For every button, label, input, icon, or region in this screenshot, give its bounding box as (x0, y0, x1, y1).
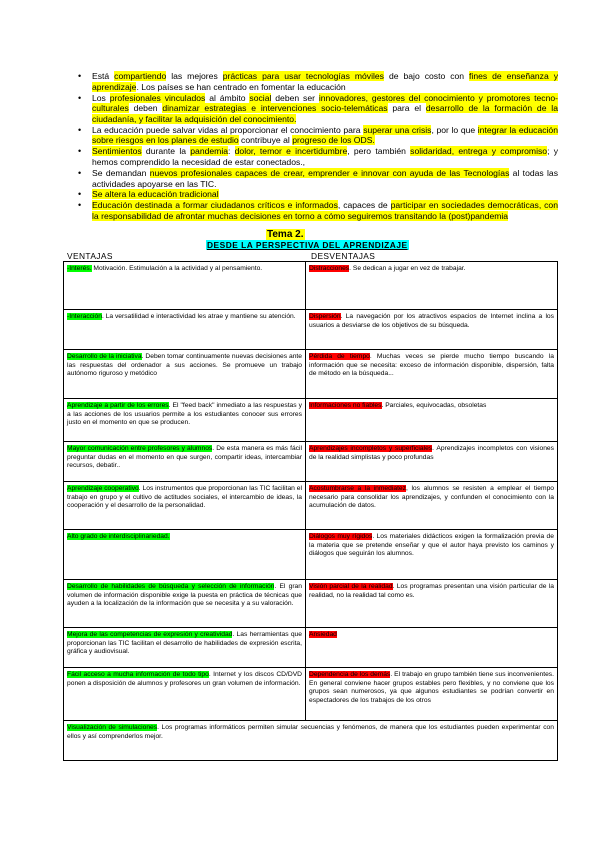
highlighted-text: Pérdida de tiempo (309, 353, 370, 360)
body-text: . Aprendizajes incompletos con visiones de la realidad simplistas y poco profundas (309, 445, 554, 461)
disadvantage-cell (306, 350, 558, 399)
highlighted-text: progreso de los ODS. (292, 135, 375, 146)
section-title: Tema 2. (267, 229, 304, 240)
highlighted-text: Mayor comunicación entre profesores y alumnos (67, 445, 213, 452)
body-text: . La navegación por los atractivos espacios de Internet inclina a los usuarios a desviarse de los objetivos de su búsqueda. (309, 313, 554, 329)
highlighted-text: Sentimientos (92, 146, 142, 157)
highlighted-text: Desarrollo de la iniciativa (67, 353, 142, 360)
disadvantage-cell (306, 310, 558, 350)
advantage-cell (64, 482, 306, 530)
body-text: para el (387, 103, 426, 114)
body-text: . Los materiales didácticos exigen la formalización previa de la materia que se pretende enseñar y que el autor haya previsto los caminos y diálogos que seguirán los alumnos. (309, 533, 554, 557)
body-text: Está (92, 71, 115, 81)
advantages-header: VENTAJAS (67, 251, 113, 261)
bullet-dot-icon: • (78, 124, 82, 135)
highlighted-text: Aprendizajes incompletos y superficiales (309, 445, 433, 452)
body-text: . Internet y los discos CD/DVD ponen a disposición de alumnos y profesores un gran volumen de información. (67, 671, 302, 687)
highlighted-text: Alto grado de interdisciplinariedad. (67, 533, 170, 540)
highlighted-text: Fácil acceso a mucha información de todo tipo (67, 671, 209, 678)
body-text: , por lo que (431, 124, 478, 135)
advantage-cell (64, 580, 306, 628)
body-text: . La versatilidad e interactividad les atrae y mantiene su atención. (101, 313, 296, 320)
body-text: . Los países se han centrado en fomentar la educación (136, 81, 346, 92)
table-row (64, 310, 558, 350)
highlighted-text: Mejora de las competencias de expresión y creatividad (67, 631, 233, 638)
table-row (64, 721, 558, 761)
body-text: de bajo costo con (383, 71, 470, 81)
bullet-dot-icon: • (78, 189, 82, 200)
disadvantage-cell (306, 482, 558, 530)
bullet-item (78, 189, 558, 200)
highlighted-text: superar una crisis (363, 124, 432, 135)
highlighted-text: -Interés. (67, 265, 92, 272)
highlighted-text: nuevos profesionales capaces de crear, emprender e innovar con ayuda de las Tecnologías (149, 167, 510, 178)
advantages-disadvantages-table (63, 261, 558, 761)
table-row (64, 628, 558, 668)
disadvantage-cell (306, 262, 558, 310)
highlighted-text: innovadores, gestores del conocimiento y promotores tecno-culturales (92, 92, 558, 114)
bullet-item (78, 167, 558, 189)
bullet-dot-icon: • (78, 167, 82, 178)
disadvantage-cell (306, 399, 558, 442)
body-text: , los alumnos se resisten a emplear el tiempo necesario para consolidar los aprendizajes, y confunden el conocimiento con la acumulación de datos. (309, 485, 555, 509)
body-text: . Los programas informáticos permiten simular secuencias y fenómenos, de manera que los estudiantes pueden experimentar con ellos y así comprenderlos mejor. (67, 724, 554, 740)
body-text: : (228, 146, 235, 157)
highlighted-text: participar en sociedades democráticas, con la responsabilidad de afrontar muchas decisiones en torno a cómo seguiremos transitando la (post)pandemia (92, 200, 558, 222)
highlighted-text: Dispersión (309, 313, 341, 320)
advantage-cell (64, 442, 306, 482)
highlighted-text: Distracciones (309, 265, 350, 272)
bullet-dot-icon: • (78, 71, 82, 81)
body-text: . Se dedican a jugar en vez de trabajar. (349, 265, 466, 272)
body-text: ; y hemos comprendido la necesidad de estar conectados., (92, 146, 559, 167)
highlighted-text: Visualización de simulaciones (67, 724, 158, 731)
bullet-item (78, 92, 558, 125)
highlighted-text: Se altera la educación tradicional (92, 189, 219, 200)
highlighted-text: fines de enseñanza y aprendizaje (92, 71, 558, 92)
body-text: las mejores (166, 71, 223, 81)
highlighted-text: Informaciones no fiables (309, 402, 382, 409)
body-text: , pero también (347, 146, 411, 157)
body-text: . Los programas presentan una visión particular de la realidad, no la realidad tal como es. (309, 583, 554, 599)
table-row (64, 442, 558, 482)
body-text: contribuye al (238, 135, 293, 146)
highlighted-text: Ansiedad (309, 631, 337, 638)
body-text: Motivación. Estimulación a la actividad y al pensamiento. (91, 265, 263, 272)
table-row (64, 262, 558, 310)
bullet-dot-icon: • (78, 200, 82, 211)
bullet-item (78, 71, 558, 92)
body-text: . Muchas veces se pierde mucho tiempo buscando la información que se necesita: exceso de información disponible, dispersión, falta de método en la búsqueda... (309, 353, 554, 377)
disadvantage-cell (306, 580, 558, 628)
advantage-cell-wide (64, 721, 558, 761)
advantage-cell (64, 262, 306, 310)
body-text: al todas las actividades apoyarse en las TIC. (92, 167, 558, 189)
highlighted-text: solidaridad, entrega y compromiso (410, 146, 548, 157)
highlighted-text: Diálogos muy rígidos (309, 533, 373, 540)
advantage-cell (64, 530, 306, 580)
advantage-cell (64, 628, 306, 668)
body-text: deben (128, 103, 163, 114)
advantage-cell (64, 310, 306, 350)
table-row (64, 580, 558, 628)
bullet-dot-icon: • (78, 146, 82, 157)
highlighted-text: compartiendo (114, 71, 167, 81)
body-text: , capaces de (337, 200, 391, 211)
bullet-dot-icon: • (78, 92, 82, 103)
disadvantage-cell (306, 530, 558, 580)
table-row (64, 350, 558, 399)
highlighted-text: pandemia (190, 146, 229, 157)
summary-bullet-list (78, 71, 559, 222)
body-text: . De esta manera es más fácil preguntar dudas en el momento en que surgen, compartir ideas, intercambiar recursos, debatir.. (67, 445, 302, 469)
body-text: . Deben tomar continuamente nuevas decisiones ante las respuestas del ordenador a sus acciones. Se promueve un trabajo autónomo riguroso y metódico (67, 353, 302, 377)
disadvantage-cell (306, 442, 558, 482)
advantage-cell (64, 668, 306, 721)
body-text: . El "feed back" inmediato a las respuestas y a las acciones de los usuarios permite a los estudiantes conocer sus errores justo en el momento en que se producen. (67, 402, 302, 426)
highlighted-text: Aprendizaje a partir de los errores (67, 402, 169, 409)
table-row (64, 399, 558, 442)
highlighted-text: prácticas para usar tecnologías móviles (222, 71, 384, 81)
bullet-item (78, 124, 558, 146)
body-text: . Las herramientas que proporcionan las TIC facilitan el desarrollo de habilidades de expresión escrita, gráfica y audiovisual. (67, 631, 302, 655)
body-text: . Parciales, equivocadas, obsoletas (381, 402, 487, 409)
table-row (64, 530, 558, 580)
highlighted-text: integrar la educación sobre riesgos en los planes de estudio (92, 124, 558, 146)
body-text: . El gran volumen de información disponible exige la puesta en práctica de técnicas que ayuden a la localización de la información que se necesita y a su valoración. (67, 583, 302, 607)
body-text: . Los instrumentos que proporcionan las TIC facilitan el trabajo en grupo y el cultivo de actitudes sociales, el intercambio de ideas, la cooperación y el desarrollo de la personalidad. (67, 485, 302, 509)
disadvantages-header: DESVENTAJAS (311, 251, 376, 261)
advantage-cell (64, 350, 306, 399)
highlighted-text: Aprendizaje cooperativo (67, 485, 139, 492)
body-text: Los (92, 92, 110, 103)
disadvantage-cell (306, 668, 558, 721)
body-text: durante la (141, 146, 191, 157)
highlighted-text: profesionales vinculados (109, 92, 206, 103)
table-row (64, 668, 558, 721)
highlighted-text: Desarrollo de habilidades de búsqueda y selección de información (67, 583, 275, 590)
disadvantage-cell (306, 628, 558, 668)
body-text: deben ser (271, 92, 319, 103)
highlighted-text: Educación destinada a formar ciudadanos críticos e informados (92, 200, 338, 211)
highlighted-text: social (249, 92, 272, 103)
highlighted-text: dinamizar estrategias e intervenciones socio-telemáticas (162, 103, 388, 114)
table-row (64, 482, 558, 530)
advantage-cell (64, 399, 306, 442)
highlighted-text: Visión parcial de la realidad (309, 583, 393, 590)
highlighted-text: -Interacción (67, 313, 102, 320)
bullet-item (78, 146, 559, 167)
body-text: al ámbito (205, 92, 250, 103)
highlighted-text: dolor, temor e incertidumbre (234, 146, 348, 157)
bullet-item (78, 200, 558, 222)
body-text: Se demandan (92, 167, 150, 178)
highlighted-text: Acostumbrarse a la inmediatez (309, 485, 406, 492)
body-text: La educación puede salvar vidas al proporcionar el conocimiento para (92, 124, 364, 135)
section-subtitle: DESDE LA PERSPECTIVA DEL APRENDIZAJE (207, 240, 408, 250)
highlighted-text: desarrollo de la formación de la ciudadanía, y facilitar la adquisición del conocimiento. (92, 103, 558, 124)
body-text: . El trabajo en grupo también tiene sus inconvenientes. En general conviene hacer grupos estables pero flexibles, y no conviene que los grupos sean numerosos, ya que algunos estudiantes se podrían convertir en espectadores de los trabajos de los otros (309, 671, 554, 704)
highlighted-text: Dependencia de los demás (309, 671, 391, 678)
